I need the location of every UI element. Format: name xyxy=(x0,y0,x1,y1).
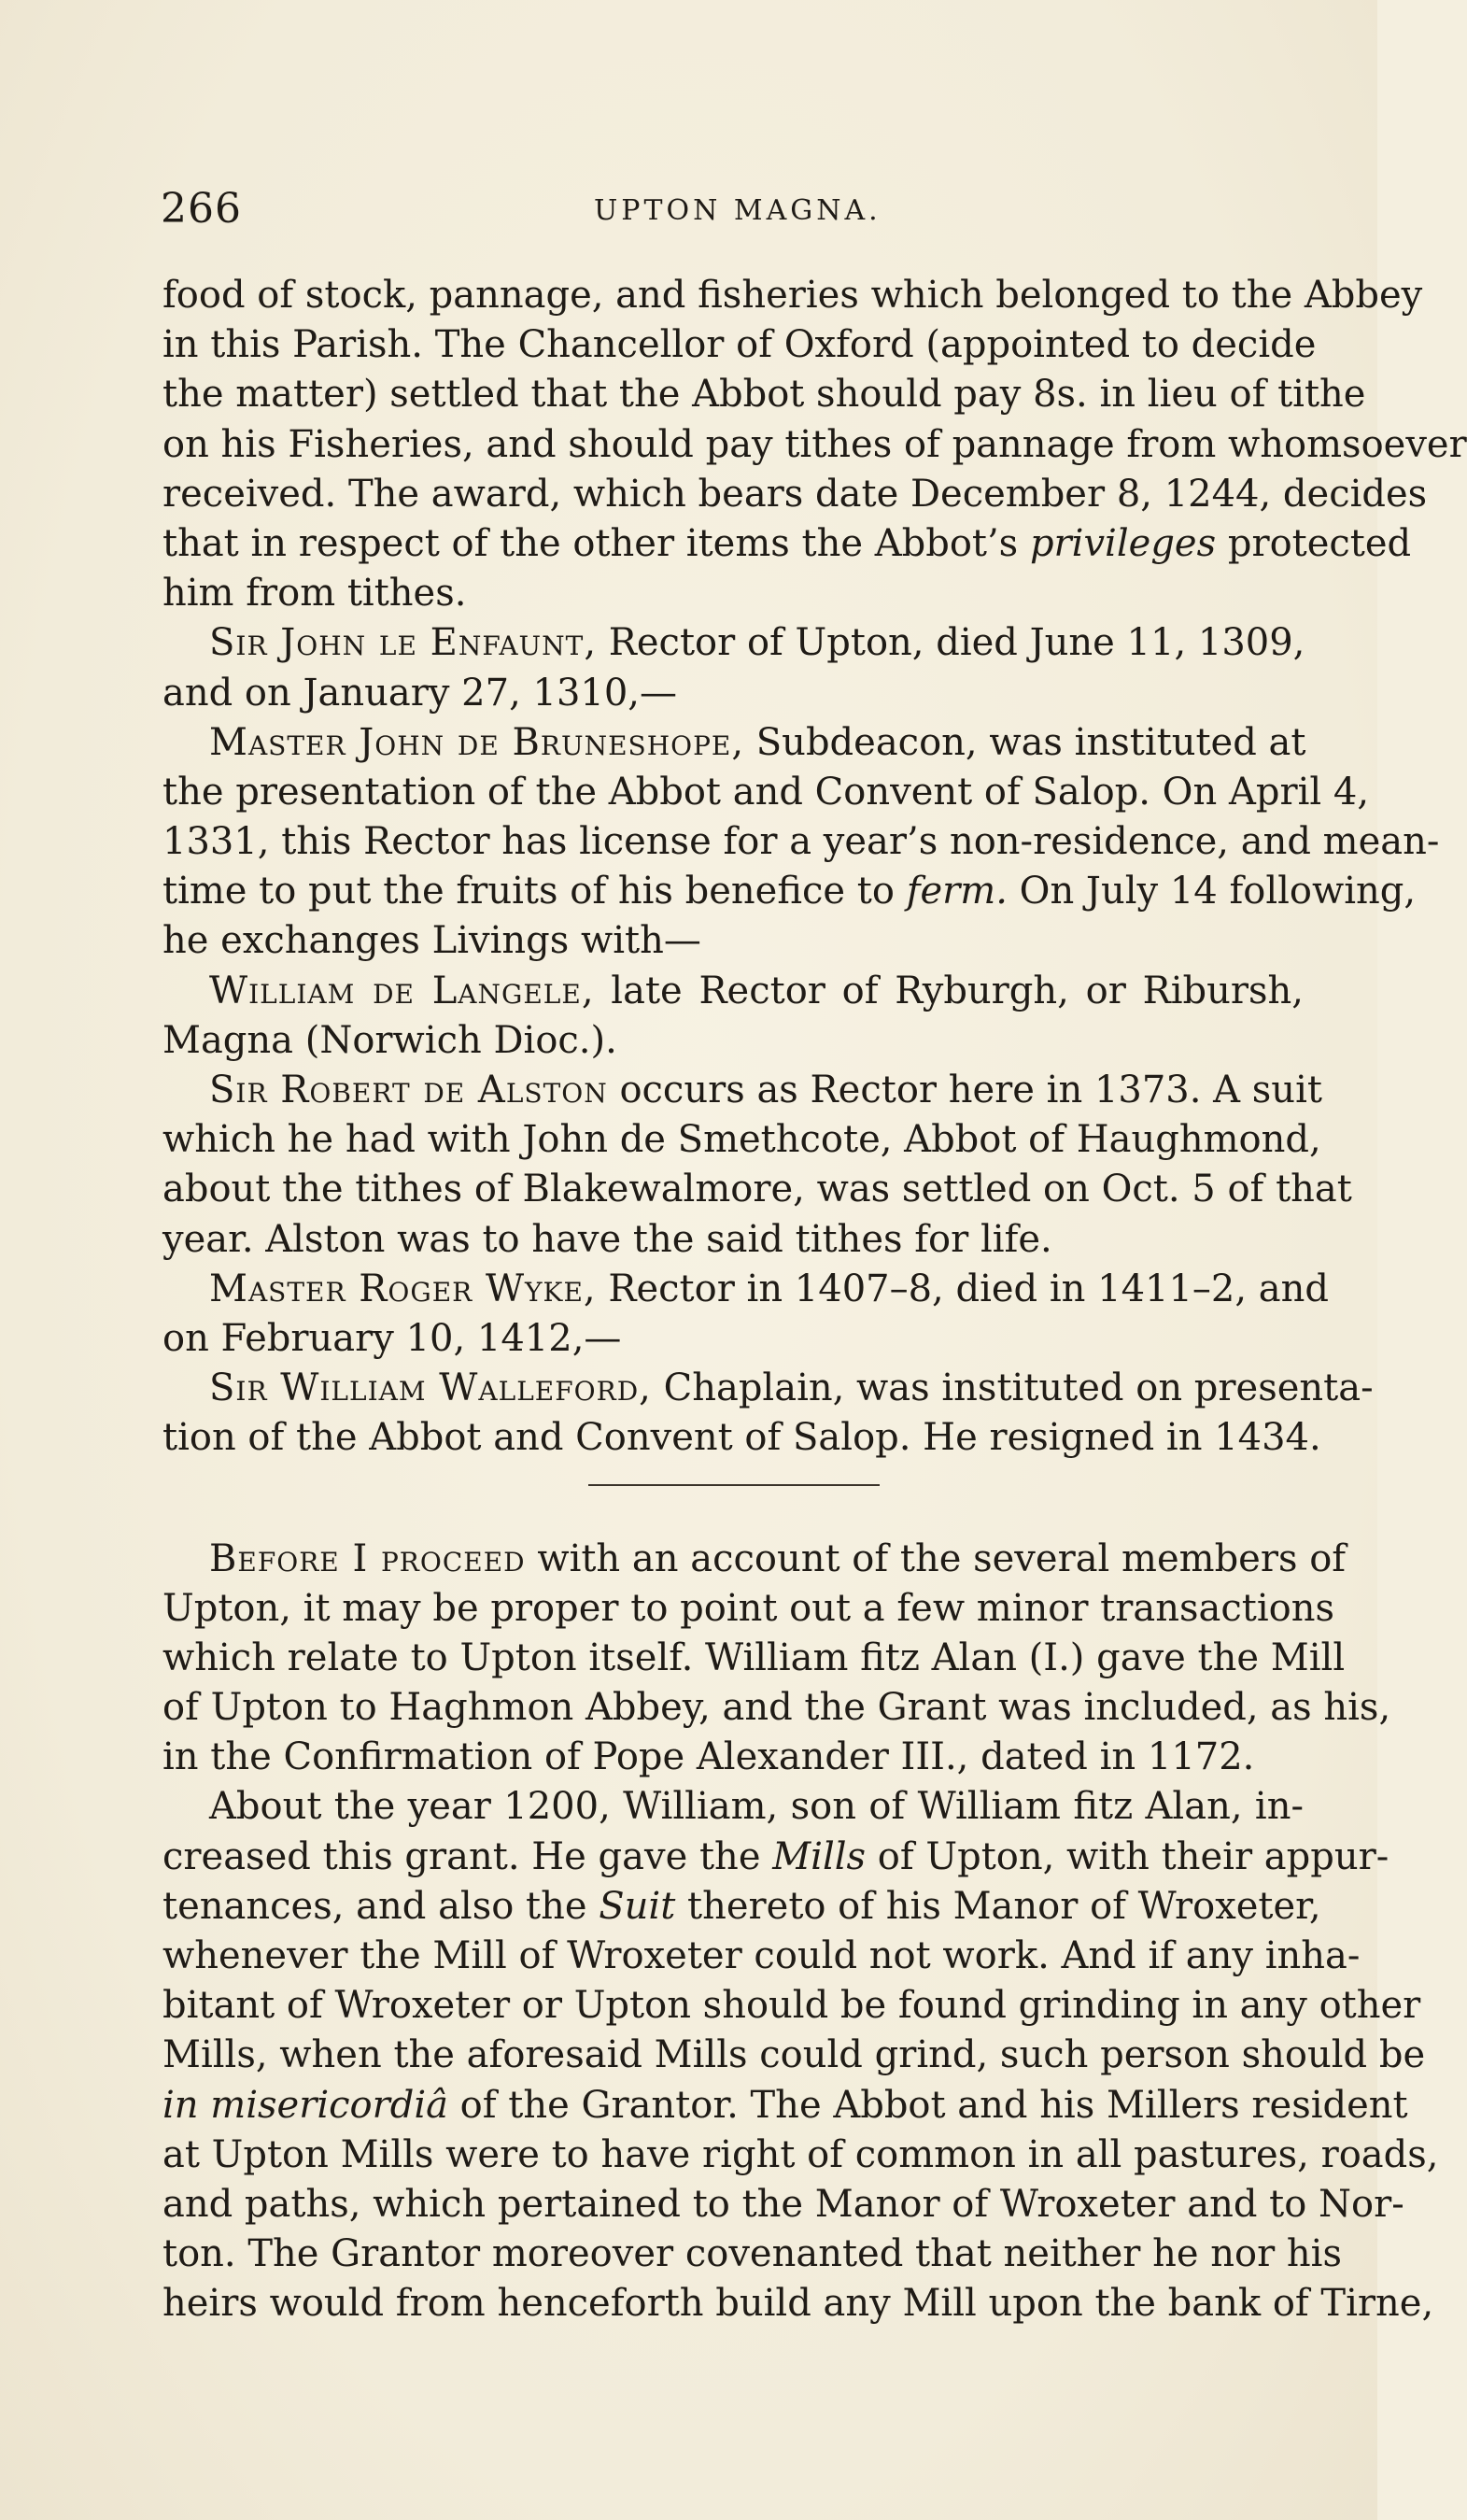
text-line: Upton, it may be proper to point out a few minor transactions xyxy=(162,1586,1334,1630)
text-line: at Upton Mills were to have right of common in all pastures, roads, xyxy=(162,2132,1439,2176)
rector-name: Sir William Walleford, xyxy=(209,1366,652,1410)
text-line: heirs would from henceforth build any Mill upon the bank of Tirne, xyxy=(162,2282,1434,2326)
text-line: about the tithes of Blakewalmore, was settled on Oct. 5 of that xyxy=(162,1168,1352,1211)
rector-name: Master John de Bruneshope, xyxy=(209,720,745,764)
text-line xyxy=(162,1265,1330,1314)
text-line: in the Confirmation of Pope Alexander III., dated in 1172. xyxy=(162,1735,1255,1779)
text-line xyxy=(162,1535,1347,1584)
section-divider xyxy=(162,1464,1304,1514)
text-line: he exchanges Livings with— xyxy=(162,919,701,963)
rector-name: William de Langele, xyxy=(209,969,595,1012)
line-segment: creased this grant. He gave the xyxy=(162,1834,773,1878)
text-line: and on January 27, 1310,— xyxy=(162,671,678,715)
section-gap xyxy=(162,1514,1304,1535)
running-head: UPTON MAGNA. xyxy=(594,194,882,227)
line-segment: Rector of Upton, died June 11, 1309, xyxy=(597,621,1305,665)
text-line: Magna (Norwich Dioc.). xyxy=(162,1018,617,1062)
page-number: 266 xyxy=(161,185,242,233)
text-line: him from tithes. xyxy=(162,572,467,616)
section-opening: Before I proceed xyxy=(209,1536,526,1580)
line-segment: of the Grantor. The Abbot and his Millers resident xyxy=(447,2083,1408,2127)
text-line xyxy=(162,519,1412,569)
line-segment: tenances, and also the xyxy=(162,1884,599,1928)
text-line: received. The award, which bears date December 8, 1244, decides xyxy=(162,472,1428,516)
body-text xyxy=(162,271,1467,2329)
line-segment: with an account of the several members of xyxy=(525,1536,1347,1580)
text-line: food of stock, pannage, and fisheries which belonged to the Abbey xyxy=(162,274,1423,317)
text-line xyxy=(162,618,1304,668)
line-segment: time to put the fruits of his benefice to xyxy=(162,870,907,913)
text-line: the matter) settled that the Abbot should pay 8s. in lieu of tithe xyxy=(162,373,1366,417)
rector-name: Master Roger Wyke, xyxy=(209,1267,597,1310)
text-line: bitant of Wroxeter or Upton should be found grinding in any other xyxy=(162,1984,1421,2028)
italic-term: Mills xyxy=(772,1834,867,1878)
line-segment: that in respect of the other items the Abbot’s xyxy=(162,521,1030,565)
rector-name: Sir John le Enfaunt, xyxy=(209,621,598,665)
line-segment: late Rector of Ryburgh, or Ribursh, xyxy=(594,969,1304,1012)
text-line: of Upton to Haghmon Abbey, and the Grant was included, as his, xyxy=(162,1686,1391,1730)
text-line: on February 10, 1412,— xyxy=(162,1316,622,1360)
rector-name: Sir Robert de Alston xyxy=(209,1069,608,1111)
italic-term: in misericordiâ xyxy=(162,2083,448,2127)
line-segment: protected xyxy=(1216,521,1412,565)
text-line: tion of the Abbot and Convent of Salop. He resigned in 1434. xyxy=(162,1416,1321,1460)
text-line: whenever the Mill of Wroxeter could not work. And if any inha- xyxy=(162,1934,1361,1977)
text-line: which he had with John de Smethcote, Abbot of Haughmond, xyxy=(162,1118,1321,1162)
text-line: year. Alston was to have the said tithes for life. xyxy=(162,1217,1052,1261)
italic-term: Suit xyxy=(599,1884,676,1928)
divider-rule xyxy=(588,1484,880,1486)
line-segment: occurs as Rector here in 1373. A suit xyxy=(607,1069,1322,1111)
text-line: in this Parish. The Chancellor of Oxford (appointed to decide xyxy=(162,323,1317,367)
text-line xyxy=(162,1364,1374,1413)
line-segment: of Upton, with their appur- xyxy=(866,1834,1389,1878)
text-line xyxy=(162,967,1304,1016)
text-line xyxy=(162,867,1417,916)
text-line xyxy=(162,1833,1389,1882)
text-line xyxy=(162,718,1304,768)
text-line: Mills, when the aforesaid Mills could grind, such person should be xyxy=(162,2033,1426,2077)
italic-term: ferm. xyxy=(906,870,1008,913)
text-line: which relate to Upton itself. William fitz Alan (I.) gave the Mill xyxy=(162,1635,1346,1679)
text-line xyxy=(162,1882,1321,1932)
page-header xyxy=(161,185,1300,241)
text-line: and paths, which pertained to the Manor of Wroxeter and to Nor- xyxy=(162,2182,1404,2226)
text-line: ton. The Grantor moreover covenanted that neither he nor his xyxy=(162,2232,1342,2276)
line-segment: thereto of his Manor of Wroxeter, xyxy=(675,1884,1321,1928)
text-line: About the year 1200, William, son of William fitz Alan, in- xyxy=(209,1785,1304,1829)
text-line xyxy=(162,2081,1408,2131)
italic-term: privileges xyxy=(1029,521,1217,565)
line-segment: On July 14 following, xyxy=(1007,870,1417,913)
text-line xyxy=(162,1066,1322,1115)
line-segment: Subdeacon, was instituted at xyxy=(744,720,1306,764)
text-line: on his Fisheries, and should pay tithes of pannage from whomsoever xyxy=(162,422,1467,466)
text-line: 1331, this Rector has license for a year’s non-residence, and mean- xyxy=(162,820,1440,864)
line-segment: Chaplain, was instituted on presenta- xyxy=(651,1366,1374,1410)
text-line: the presentation of the Abbot and Convent of Salop. On April 4, xyxy=(162,770,1370,814)
line-segment: Rector in 1407–8, died in 1411–2, and xyxy=(596,1267,1330,1310)
